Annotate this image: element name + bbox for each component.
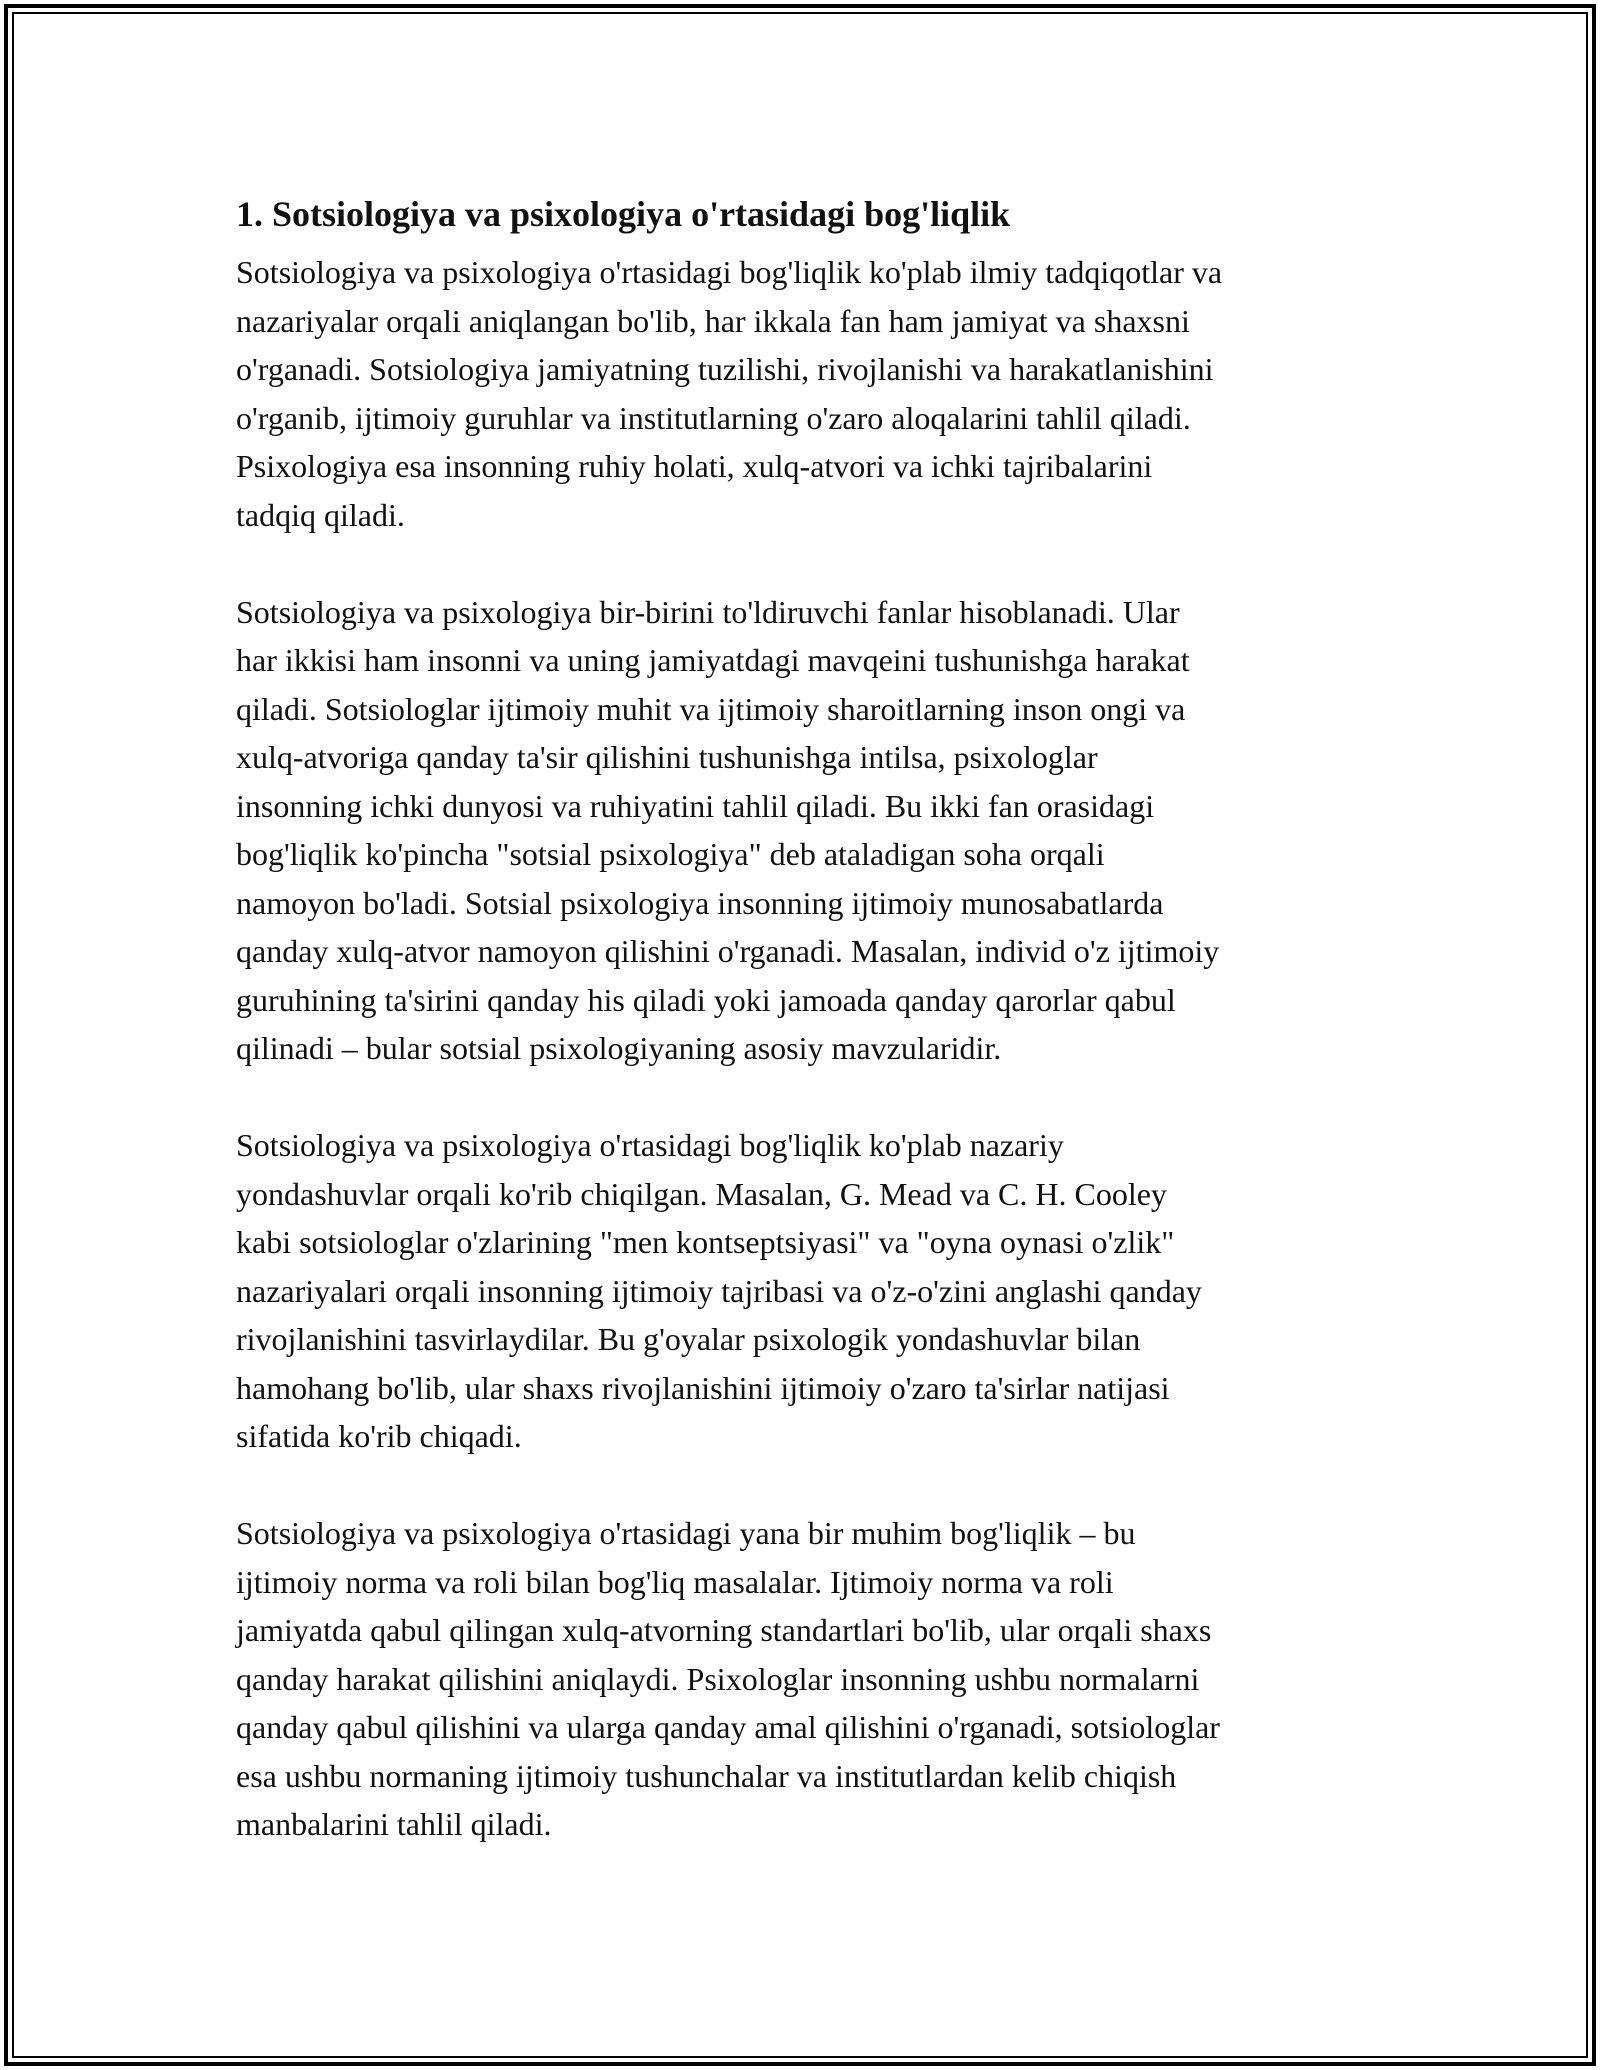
text-line: yondashuvlar orqali ko'rib chiqilgan. Masalan, G. Mead va C. H. Cooley <box>236 1175 1167 1212</box>
text-line: qanday qabul qilishini va ularga qanday amal qilishini o'rganadi, sotsiologlar <box>236 1709 1220 1745</box>
paragraph-4 <box>236 1509 1370 1849</box>
text-line: namoyon bo'ladi. Sotsial psixologiya insonning ijtimoiy munosabatlarda <box>236 884 1164 921</box>
text-line: insonning ichki dunyosi va ruhiyatini tahlil qiladi. Bu ikki fan orasidagi <box>236 787 1155 824</box>
text-line: manbalarini tahlil qiladi. <box>236 1806 552 1842</box>
text-line: esa ushbu normaning ijtimoiy tushunchalar va institutlardan kelib chiqish <box>236 1757 1177 1794</box>
text-line: Sotsiologiya va psixologiya o'rtasidagi bog'liqlik ko'plab ilmiy tadqiqotlar va <box>236 254 1223 290</box>
section-heading: 1. Sotsiologiya va psixologiya o'rtasidagi bog'liqlik <box>236 194 1011 234</box>
text-line: tadqiq qiladi. <box>236 496 405 533</box>
text-line: rivojlanishini tasvirlaydilar. Bu g'oyalar psixologik yondashuvlar bilan <box>236 1321 1141 1357</box>
text-line: kabi sotsiologlar o'zlarining "men kontseptsiyasi" va "oyna oynasi o'zlik" <box>236 1224 1175 1260</box>
text-line: o'rganib, ijtimoiy guruhlar va institutlarning o'zaro aloqalarini tahlil qiladi. <box>236 399 1191 436</box>
paragraph-1 <box>236 248 1370 539</box>
text-line: qanday harakat qilishini aniqlaydi. Psixologlar insonning ushbu normalarni <box>236 1660 1200 1697</box>
text-line: ijtimoiy norma va roli bilan bog'liq masalalar. Ijtimoiy norma va roli <box>236 1563 1114 1600</box>
document-body <box>236 186 1370 1897</box>
text-line: Sotsiologiya va psixologiya o'rtasidagi yana bir muhim bog'liqlik – bu <box>236 1515 1136 1551</box>
text-line: Sotsiologiya va psixologiya bir-birini to'ldiruvchi fanlar hisoblanadi. Ular <box>236 593 1180 630</box>
text-line: o'rganadi. Sotsiologiya jamiyatning tuzilishi, rivojlanishi va harakatlanishini <box>236 351 1214 387</box>
text-line: hamohang bo'lib, ular shaxs rivojlanishini ijtimoiy o'zaro ta'sirlar natijasi <box>236 1369 1170 1406</box>
text-line: nazariyalar orqali aniqlangan bo'lib, har ikkala fan ham jamiyat va shaxsni <box>236 302 1190 339</box>
text-line: xulq-atvoriga qanday ta'sir qilishini tushunishga intilsa, psixologlar <box>236 739 1098 775</box>
text-line: qanday xulq-atvor namoyon qilishini o'rganadi. Masalan, individ o'z ijtimoiy <box>236 933 1220 969</box>
text-line: sifatida ko'rib chiqadi. <box>236 1418 522 1454</box>
text-line: nazariyalari orqali insonning ijtimoiy tajribasi va o'z-o'zini anglashi qanday <box>236 1272 1202 1309</box>
text-line: jamiyatda qabul qilingan xulq-atvorning standartlari bo'lib, ular orqali shaxs <box>236 1612 1212 1648</box>
paragraph-2 <box>236 588 1370 1073</box>
text-line: qiladi. Sotsiologlar ijtimoiy muhit va ijtimoiy sharoitlarning inson ongi va <box>236 690 1186 727</box>
text-line: har ikkisi ham insonni va uning jamiyatdagi mavqeini tushunishga harakat <box>236 642 1190 678</box>
text-line: qilinadi – bular sotsial psixologiyaning asosiy mavzularidir. <box>236 1030 1002 1066</box>
paragraph-3 <box>236 1121 1370 1461</box>
text-line: Psixologiya esa insonning ruhiy holati, xulq-atvori va ichki tajribalarini <box>236 448 1153 484</box>
text-line: Sotsiologiya va psixologiya o'rtasidagi bog'liqlik ko'plab nazariy <box>236 1127 1064 1163</box>
text-line: bog'liqlik ko'pincha "sotsial psixologiya" deb ataladigan soha orqali <box>236 836 1105 872</box>
text-line: guruhining ta'sirini qanday his qiladi yoki jamoada qanday qarorlar qabul <box>236 981 1176 1018</box>
